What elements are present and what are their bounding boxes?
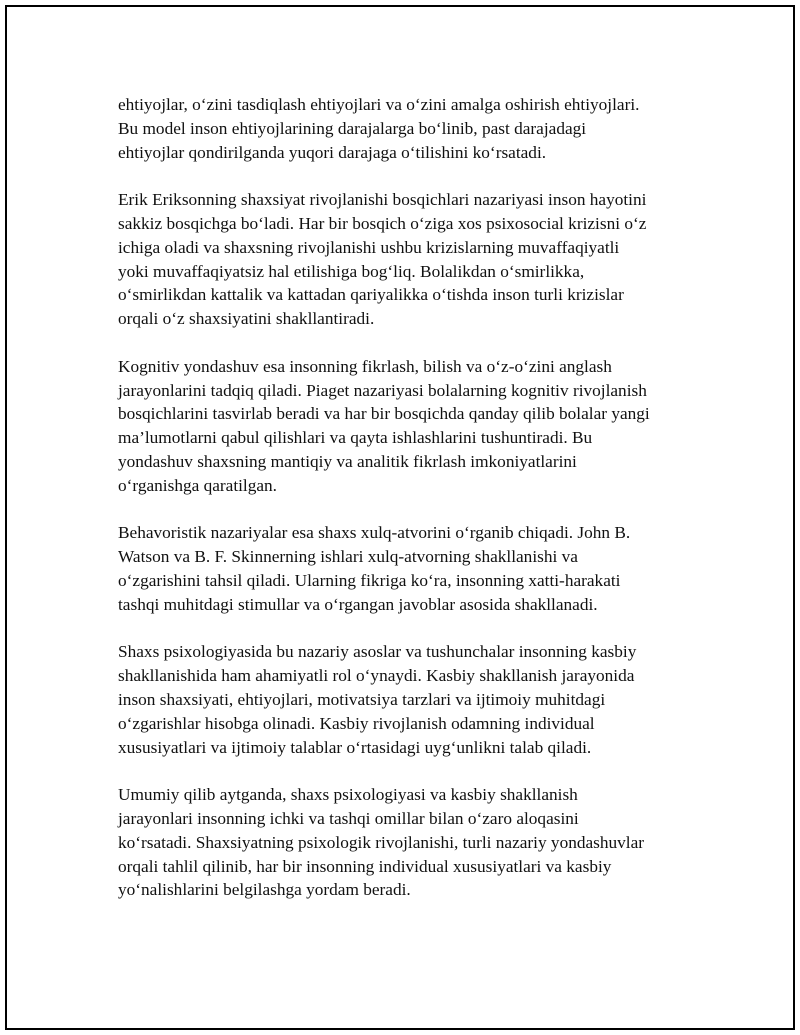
paragraph-4: Behavoristik nazariyalar esa shaxs xulq-atvorini o‘rganib chiqadi. John B. Watson va B. F. Skinnerning ishlari xulq-atvorning shakllanishi va o‘zgarishini tahsil qiladi. Ularning fikriga ko‘ra, insonning xatti-harakati tashqi muhitdagi stimullar va o‘rgangan javoblar asosida shakllanadi. — [118, 523, 631, 614]
paragraph-1: ehtiyojlar, o‘zini tasdiqlash ehtiyojlari va o‘zini amalga oshirish ehtiyojlari. Bu model inson ehtiyojlarining darajalarga bo‘linib, past darajadagi ehtiyojlar qondirilganda yuqori darajaga o‘tilishini ko‘rsatadi. — [118, 95, 640, 162]
paragraph-6: Umumiy qilib aytganda, shaxs psixologiyasi va kasbiy shakllanish jarayonlari insonning ichki va tashqi omillar bilan o‘zaro aloqasini ko‘rsatadi. Shaxsiyatning psixologik rivojlanishi, turli nazariy yondashuvlar orqali tahlil qilinib, har bir insonning individual xususiyatlari va kasbiy yo‘nalishlarini belgilashga yordam beradi. — [118, 785, 645, 900]
paragraph-5: Shaxs psixologiyasida bu nazariy asoslar va tushunchalar insonning kasbiy shakllanishida ham ahamiyatli rol o‘ynaydi. Kasbiy shakllanish jarayonida inson shaxsiyati, ehtiyojlari, motivatsiya tarzlari va ijtimoiy muhitdagi o‘zgarishlar hisobga olinadi. Kasbiy rivojlanish odamning individual xususiyatlari va ijtimoiy talablar o‘rtasidagi uyg‘unlikni talab qiladi. — [118, 642, 637, 757]
paragraph-2: Erik Eriksonning shaxsiyat rivojlanishi bosqichlari nazariyasi inson hayotini sakkiz bosqichga bo‘ladi. Har bir bosqich o‘ziga xos psixosocial krizisni o‘z ichiga oladi va shaxsning rivojlanishi ushbu krizislarning muvaffaqiyatli yoki muvaffaqiyatsiz hal etilishiga bog‘liq. Bolalikdan o‘smirlikka, o‘smirlikdan kattalik va kattadan qariyalikka o‘tishda inson turli krizislar orqali o‘z shaxsiyatini shakllantiradi. — [118, 190, 647, 329]
document-body — [118, 93, 708, 926]
paragraph-3: Kognitiv yondashuv esa insonning fikrlash, bilish va o‘z-o‘zini anglash jarayonlarini tadqiq qiladi. Piaget nazariyasi bolalarning kognitiv rivojlanish bosqichlarini tasvirlab beradi va har bir bosqichda qanday qilib bolalar yangi ma’lumotlarni qabul qilishlari va qayta ishlashlarini tushuntiradi. Bu yondashuv shaxsning mantiqiy va analitik fikrlash imkoniyatlarini o‘rganishga qaratilgan. — [118, 356, 650, 495]
